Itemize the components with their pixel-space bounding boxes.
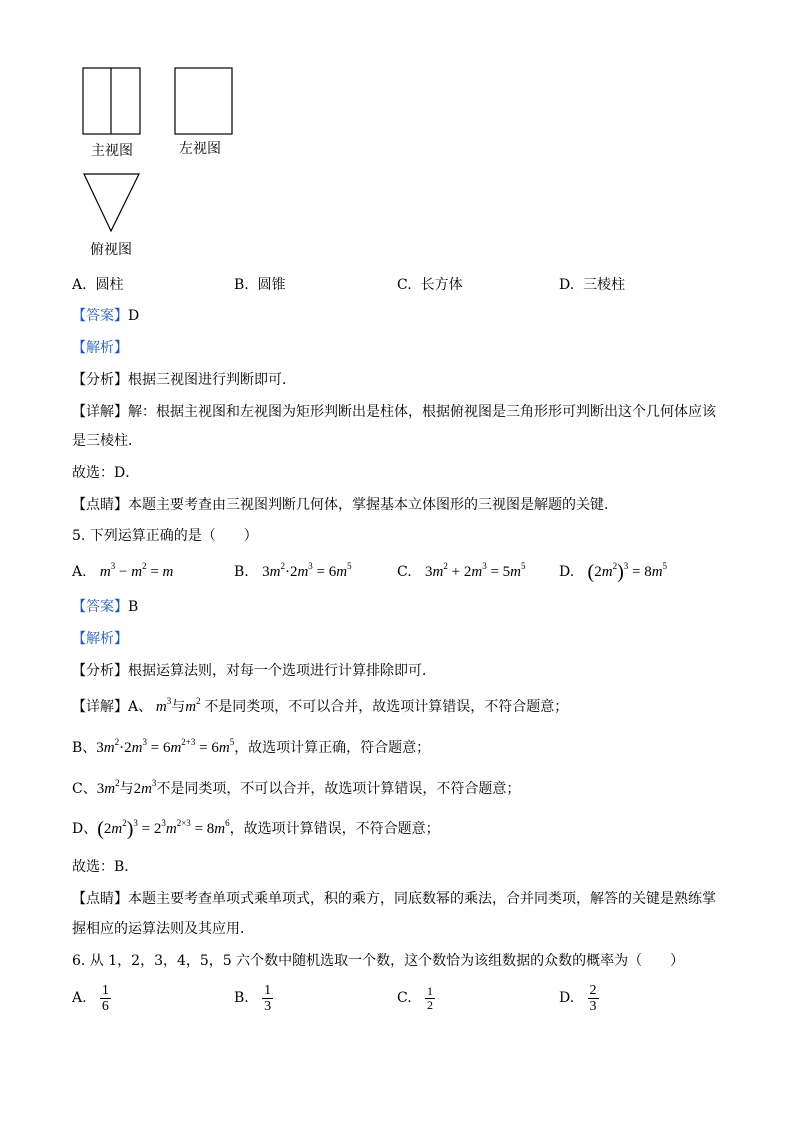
q4-xiangjie-line2: 是三棱柱．: [72, 433, 142, 449]
left-view-rect: [175, 68, 232, 134]
three-views-figure: [0, 0, 794, 270]
front-view-caption: 主视图: [91, 143, 133, 159]
q5-dianjing-line2: 握相应的运算法则及其应用．: [72, 921, 254, 937]
q4-option-b: B. 圆锥: [234, 277, 286, 293]
q6-stem: 6. 从 1，2，3，4，5，5 六个数中随机选取一个数，这个数恰为该组数据的众数的概率为（ ）: [72, 953, 685, 969]
q5-xiangjie-d: D、$(2m^2)^3 = 2^3m^{2\times 3} = 8m^6$，故选项计算错误，不符合题意；: [72, 818, 440, 840]
q5-xiangjie-a: 【详解】A、 $m^3$与$m^2$ 不是同类项，不可以合并，故选项计算错误，不符合题意；: [72, 696, 569, 715]
q5-xiangjie-b: B、$3m^2\cdot 2m^3 = 6m^{2+3} = 6m^5$，故选项计算正确，符合题意；: [72, 737, 431, 756]
q5-option-c: C. $3m^2 + 2m^3 = 5m^5$: [397, 561, 526, 580]
q5-choose: 故选：B．: [72, 859, 139, 875]
q5-option-d: D. $(2m^2)^3 = 8m^5$: [559, 561, 668, 583]
q5-answer: 【答案】B: [72, 599, 139, 615]
q5-stem: 5. 下列运算正确的是（ ）: [72, 528, 258, 544]
q6-option-b: B. $\frac{1}{3}$: [234, 982, 272, 1014]
q5-option-b: B. $3m^2\cdot 2m^3 = 6m^5$: [234, 561, 352, 580]
q6-option-c: C. $\frac{1}{2}$: [397, 983, 434, 1012]
q5-analysis-heading: 【解析】: [72, 631, 128, 647]
q4-option-a: A. 圆柱: [72, 277, 124, 293]
left-view-caption: 左视图: [179, 141, 221, 157]
q4-xiangjie-line1: 【详解】解：根据主视图和左视图为矩形判断出是柱体，根据俯视图是三角形形可判断出这个几何体应该: [72, 404, 716, 420]
q5-option-a: A. $m^3 - m^2 = m$: [72, 561, 174, 580]
q4-option-d: D. 三棱柱: [559, 277, 626, 293]
q4-option-c: C. 长方体: [397, 277, 463, 293]
top-view-caption: 俯视图: [90, 242, 132, 258]
q6-option-d: D. $\frac{2}{3}$: [559, 982, 597, 1014]
q5-xiangjie-c: C、$3m^2$与$2m^3$不是同类项，不可以合并，故选项计算错误，不符合题意；: [72, 778, 521, 797]
q5-fenxi: 【分析】根据运算法则，对每一个选项进行计算排除即可．: [72, 663, 436, 679]
q6-option-a: A. $\frac{1}{6}$: [72, 982, 109, 1014]
top-view-triangle: [84, 174, 139, 231]
q5-dianjing-line1: 【点睛】本题主要考查单项式乘单项式，积的乘方，同底数幂的乘法，合并同类项，解答的关键是熟练掌: [72, 891, 716, 907]
q4-choose: 故选：D．: [72, 465, 140, 481]
q4-dianjing: 【点睛】本题主要考查由三视图判断几何体，掌握基本立体图形的三视图是解题的关键．: [72, 497, 618, 513]
q4-analysis-heading: 【解析】: [72, 340, 128, 356]
q4-fenxi: 【分析】根据三视图进行判断即可．: [72, 372, 296, 388]
q4-answer: 【答案】D: [72, 308, 140, 324]
